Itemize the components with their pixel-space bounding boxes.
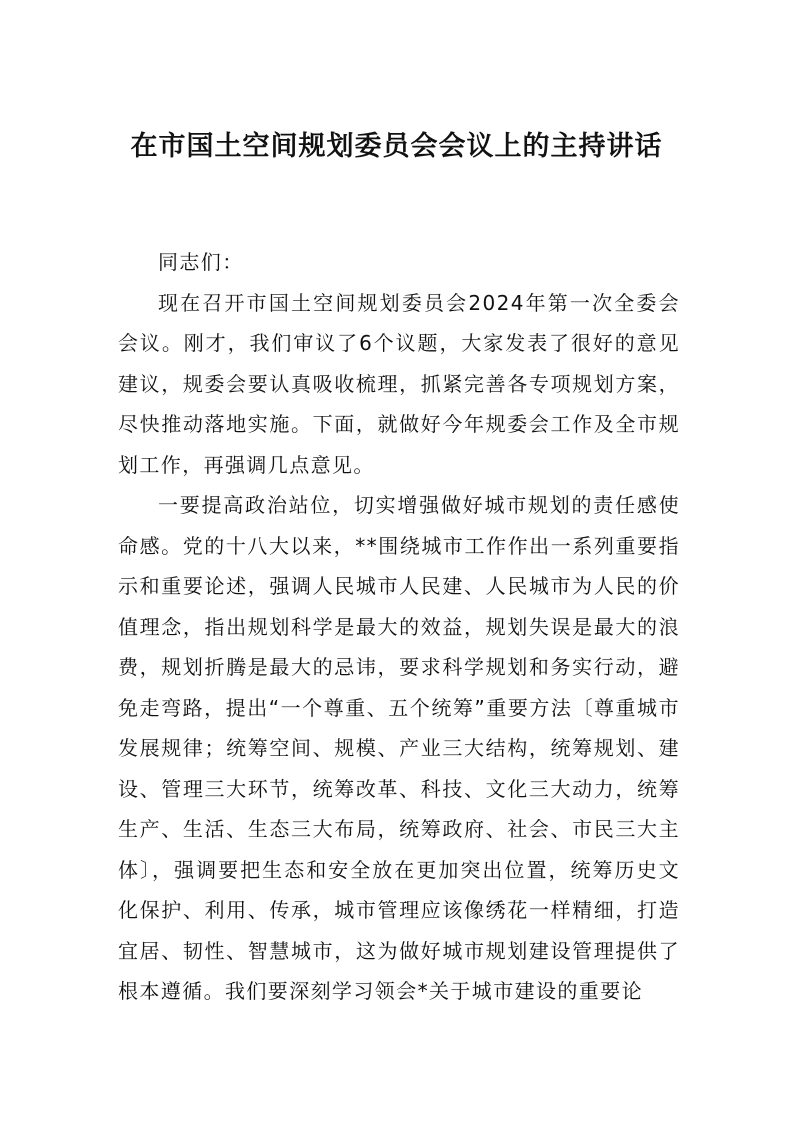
document-body [118,242,680,1012]
salutation: 同志们： [158,250,244,274]
document-title: 在市国土空间规划委员会会议上的主持讲话 [130,131,663,162]
paragraph-2: 一要提高政治站位，切实增强做好城市规划的责任感使命感。党的十八大以来，**围绕城市工作作出一系列重要指示和重要论述，强调人民城市人民建、人民城市为人民的价值理念，指出规划科学是最大的效益，规划失误是最大的浪费，规划折腾是最大的忌讳，要求科学规划和务实行动，避免走弯路，提出“一个尊重、五个统筹”重要方法〔尊重城市发展规律；统筹空间、规模、产业三大结构，统筹规划、建设、管理三大环节，统筹改革、科技、文化三大动力，统筹生产、生活、生态三大布局，统筹政府、社会、市民三大主体〕，强调要把生态和安全放在更加突出位置，统筹历史文化保护、利用、传承，城市管理应该像绣花一样精细，打造宜居、韧性、智慧城市，这为做好城市规划建设管理提供了根本遵循。我们要深刻学习领会*关于城市建设的重要论 [118,493,680,1003]
paragraph-1: 现在召开市国土空间规划委员会2024年第一次全委会会议。刚才，我们审议了6个议题，大家发表了很好的意见建议，规委会要认真吸收梳理，抓紧完善各专项规划方案，尽快推动落地实施。下面，就做好今年规委会工作及全市规划工作，再强调几点意见。 [118,290,680,477]
